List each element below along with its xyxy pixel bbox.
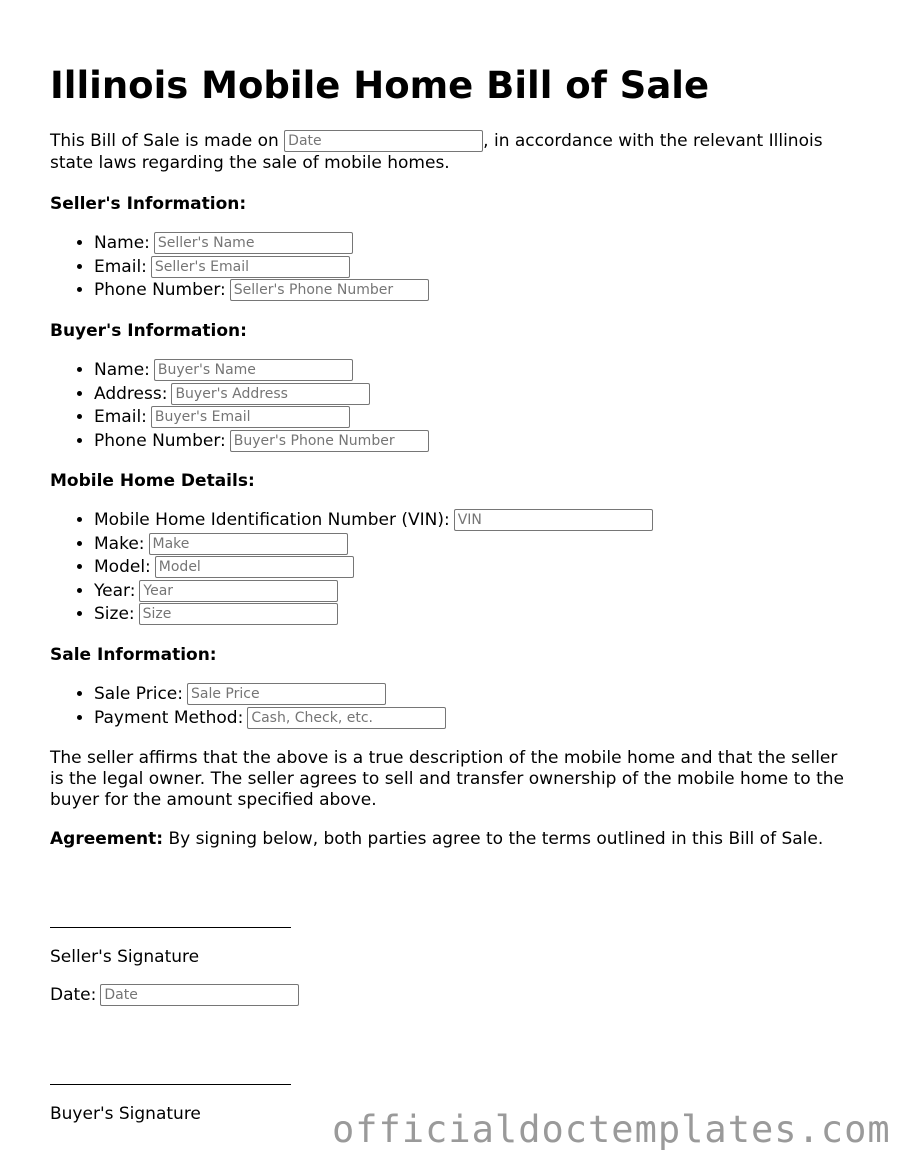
buyer-phone-input[interactable] [230, 430, 429, 452]
home-model-item [94, 556, 653, 580]
home-details-heading: Mobile Home Details: [50, 471, 255, 491]
home-year-item [94, 580, 653, 604]
home-vin-label: Mobile Home Identification Number (VIN): [94, 510, 450, 530]
agreement-text: By signing below, both parties agree to the terms outlined in this Bill of Sale. [163, 829, 824, 849]
sale-price-item [94, 683, 446, 707]
home-size-item [94, 603, 653, 627]
seller-email-label: Email: [94, 256, 147, 277]
sale-info-heading: Sale Information: [50, 645, 217, 665]
home-make-label: Make: [94, 533, 145, 554]
seller-phone-input[interactable] [230, 279, 429, 301]
seller-date-input[interactable] [100, 984, 299, 1006]
buyer-fields-list [50, 359, 429, 453]
buyer-email-label: Email: [94, 407, 147, 427]
seller-phone-label: Phone Number: [94, 280, 226, 300]
watermark: officialdoctemplates.com [332, 1108, 891, 1151]
home-model-input[interactable] [155, 556, 354, 578]
payment-method-label: Payment Method: [94, 707, 244, 728]
home-make-input[interactable] [149, 533, 348, 555]
seller-name-label: Name: [94, 233, 150, 253]
payment-method-input[interactable] [247, 707, 446, 729]
home-size-label: Size: [94, 604, 135, 624]
buyer-signature-line[interactable] [50, 1084, 291, 1085]
page-title: Illinois Mobile Home Bill of Sale [50, 64, 710, 107]
intro-after-text: , in accordance with the relevant Illinois state laws regarding the sale of mobile homes. [50, 131, 823, 173]
buyer-email-input[interactable] [151, 406, 350, 428]
buyer-name-item [94, 359, 429, 383]
intro-before-text: This Bill of Sale is made on [50, 131, 279, 151]
seller-email-input[interactable] [151, 256, 350, 278]
buyer-email-item [94, 406, 429, 430]
intro-paragraph [50, 130, 870, 174]
buyer-address-input[interactable] [171, 383, 370, 405]
seller-signature-label: Seller's Signature [50, 947, 200, 967]
seller-date-row [50, 984, 299, 1006]
sale-fields-list [50, 683, 446, 730]
buyer-name-input[interactable] [154, 359, 353, 381]
buyer-address-item [94, 383, 429, 407]
home-vin-item [94, 509, 653, 533]
buyer-info-heading: Buyer's Information: [50, 321, 247, 341]
home-model-label: Model: [94, 557, 151, 577]
home-year-input[interactable] [139, 580, 338, 602]
seller-fields-list [50, 232, 429, 303]
buyer-phone-label: Phone Number: [94, 430, 226, 451]
payment-method-item [94, 707, 446, 731]
home-vin-input[interactable] [454, 509, 653, 531]
agreement-paragraph [50, 829, 850, 850]
buyer-phone-item [94, 430, 429, 454]
home-fields-list [50, 509, 653, 627]
seller-date-label: Date: [50, 985, 97, 1005]
buyer-address-label: Address: [94, 383, 168, 404]
seller-signature-line[interactable] [50, 927, 291, 928]
seller-name-item [94, 232, 429, 256]
seller-phone-item [94, 279, 429, 303]
buyer-name-label: Name: [94, 360, 150, 380]
agreement-label: Agreement: [50, 829, 164, 849]
affirmation-paragraph: The seller affirms that the above is a true description of the mobile home and that the seller is the legal owner. The seller agrees to sell and transfer ownership of the mobile home to the buyer for the amount specified above. [50, 748, 844, 810]
seller-email-item [94, 256, 429, 280]
seller-name-input[interactable] [154, 232, 353, 254]
sale-price-label: Sale Price: [94, 684, 183, 704]
home-make-item [94, 533, 653, 557]
buyer-signature-label: Buyer's Signature [50, 1104, 201, 1124]
sale-date-input[interactable] [284, 130, 483, 152]
home-year-label: Year: [94, 580, 136, 601]
home-size-input[interactable] [139, 603, 338, 625]
sale-price-input[interactable] [187, 683, 386, 705]
seller-info-heading: Seller's Information: [50, 194, 247, 214]
